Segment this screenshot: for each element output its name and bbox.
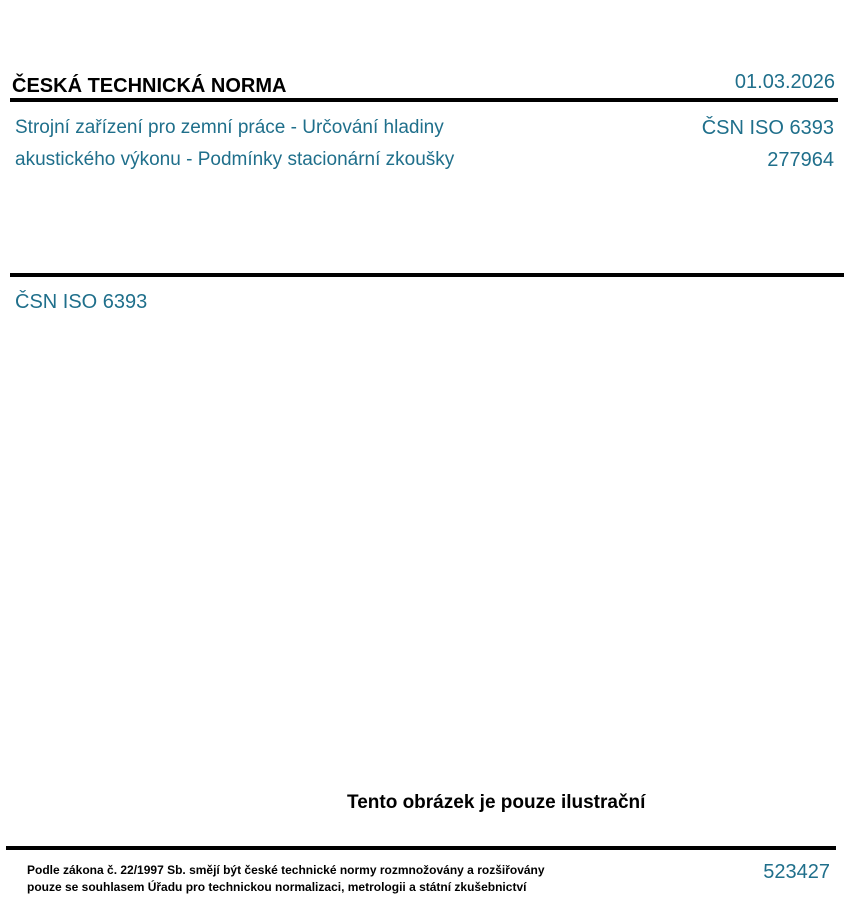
document-number: 523427 xyxy=(763,861,830,883)
standard-classification-number: 277964 xyxy=(767,149,834,171)
standard-title-line-2: akustického výkonu - Podmínky stacionární zkoušky xyxy=(15,149,455,170)
legal-notice-line-1: Podle zákona č. 22/1997 Sb. smějí být české technické normy rozmnožovány a rozšiřovány xyxy=(27,863,545,877)
standard-title-line-1: Strojní zařízení pro zemní práce - Určování hladiny xyxy=(15,117,444,138)
document-date: 01.03.2026 xyxy=(734,71,835,93)
header-divider xyxy=(10,98,838,102)
illustrative-notice: Tento obrázek je pouze ilustrační xyxy=(347,792,646,813)
section-divider xyxy=(10,273,844,277)
standard-label: ČSN ISO 6393 xyxy=(15,291,148,313)
legal-notice xyxy=(27,862,545,896)
standard-code: ČSN ISO 6393 xyxy=(701,117,834,139)
footer-divider xyxy=(6,846,836,850)
document-header-title: ČESKÁ TECHNICKÁ NORMA xyxy=(12,75,287,97)
legal-notice-line-2: pouze se souhlasem Úřadu pro technickou normalizaci, metrologii a státní zkušebnictví xyxy=(27,880,527,894)
